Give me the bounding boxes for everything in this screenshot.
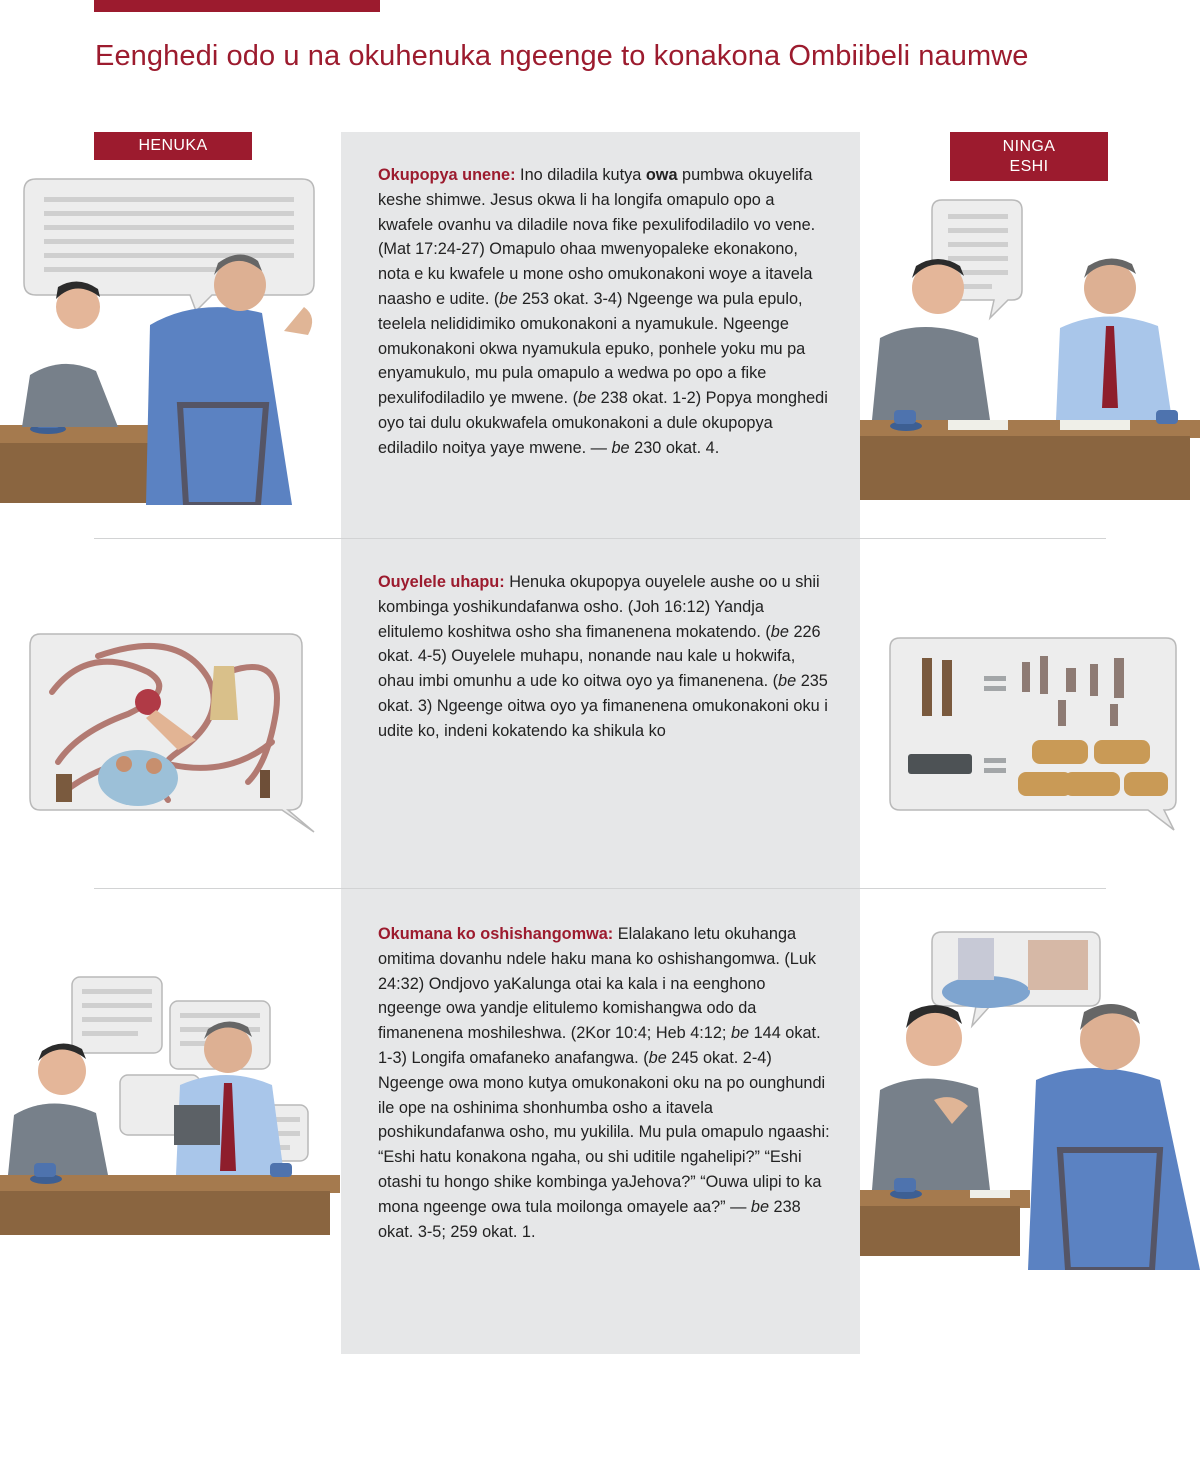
book-icon xyxy=(970,1190,1010,1198)
equals-icon xyxy=(984,676,1006,681)
statue-icon xyxy=(210,666,238,720)
section-too-much-information: Ouyelele uhapu: Henuka okupopya ouyelele aushe oo u shii kombinga yoshikundafanwa osho. (Joh 16:12) Yandja elitulemo koshitwa osho sha fimanenena mokatendo. (be 226 okat. 4-5) Ouyelele muhapu, nonande nau kale u hokwifa, ohau imbi omunhu a ude ko oitwa oyo ya fimanenena. (be 235 okat. 3) Ngeenge oitwa oyo ya fimanenena omukonakoni oku i udite ko, indeni kokatendo ka shikula ko xyxy=(378,573,828,740)
speech-bubble xyxy=(890,638,1176,830)
section-covering-material: Okumana ko oshishangomwa: Elalakano letu okuhanga omitima dovanhu ndele haku mana ko oshishangomwa. (Luk 24:32) Ondjovo yaKalunga otai ka kala i na eenghono ngeenge owa yandje elitulemo komishangwa odo da fimanenena moshileshwa. (2Kor 10:4; Heb 4:12; be 144 okat. 1-3) Longifa omafaneko anafangwa. (be 245 okat. 2-4) Ngeenge owa mono kutya omukonakoni oku na po ounghundi ile ope na oshinima shonhumba osho a itavela poshikundafanwa osho, mu yukilila. Mu pula omapulo ngaashi: “Eshi hatu konakona ngaha, ou shi uditile ngahelipi?” “Eshi otashi tu hongo shike kombinga yaJehova?” “Ouwa ulipi to ka mona ngeenge owa tula moilonga omayele aa?” — be 238 okat. 3-5; 259 okat. 1. xyxy=(378,925,830,1241)
couple-icon xyxy=(922,658,932,716)
book-icon xyxy=(174,1105,220,1145)
section-heading: Ouyelele uhapu: xyxy=(378,573,505,591)
family-scene xyxy=(1028,940,1088,990)
book-icon xyxy=(948,420,1008,430)
illustration-student-talking xyxy=(860,198,1200,503)
student xyxy=(872,327,990,420)
section-divider xyxy=(94,538,1106,539)
earth-icon xyxy=(942,976,1030,1008)
student xyxy=(8,1103,108,1175)
avoid-badge: HENUKA xyxy=(94,132,252,160)
do-this-badge xyxy=(950,132,1108,181)
illustration-reaching-the-heart xyxy=(860,930,1200,1270)
garden-scene xyxy=(98,750,178,806)
do-this-badge-line1: NINGA xyxy=(1002,137,1056,155)
throne-scene xyxy=(958,938,994,980)
page-title: Eenghedi odo u na okuhenuka ngeenge to konakona Ombiibeli naumwe xyxy=(95,40,1029,72)
section-talking-too-much: Okupopya unene: Ino diladila kutya owa pumbwa okuyelifa keshe shimwe. Jesus okwa li ha longifa omapulo opo a kwafele ovanhu va diladile nova fike pexulifodiladilo vo vene. (Mat 17:24-27) Omapulo ohaa mwenyopaleke ekonakono, nota e ku kwafele u mone osho omukonakoni woye a itavela naasho e udite. (be 253 okat. 3-4) Ngeenge wa pula epulo, teelela nelididimiko omukonakoni a nyamukule. Ngeenge omukonakoni okwa nyamukula epuko, ponhele yoku mu pa enyamukulo, mu pula omapulo a wedwa po opo a fike pexulifodiladilo ye mwene. (be 238 okat. 1-2) Popya monghedi oyo tai dulu okukwafela omukonakoni a dule okupopya ediladilo noitya yaye mwene. — be 230 okat. 4. xyxy=(378,166,828,457)
illustration-rushing-material xyxy=(0,975,340,1235)
student xyxy=(872,1078,990,1190)
section-heading: Okumana ko oshishangomwa: xyxy=(378,925,614,943)
teacher xyxy=(1028,1068,1200,1270)
do-this-badge-line2: ESHI xyxy=(1009,157,1049,175)
illustration-too-much-information xyxy=(28,632,318,834)
student xyxy=(22,364,118,427)
top-accent-bar xyxy=(94,0,380,12)
section-heading: Okupopya unene: xyxy=(378,166,516,184)
pan-icon xyxy=(908,754,972,774)
illustration-teacher-talking-too-much xyxy=(0,175,330,505)
illustration-simplified-idea xyxy=(888,636,1178,832)
section-divider xyxy=(94,888,1106,889)
